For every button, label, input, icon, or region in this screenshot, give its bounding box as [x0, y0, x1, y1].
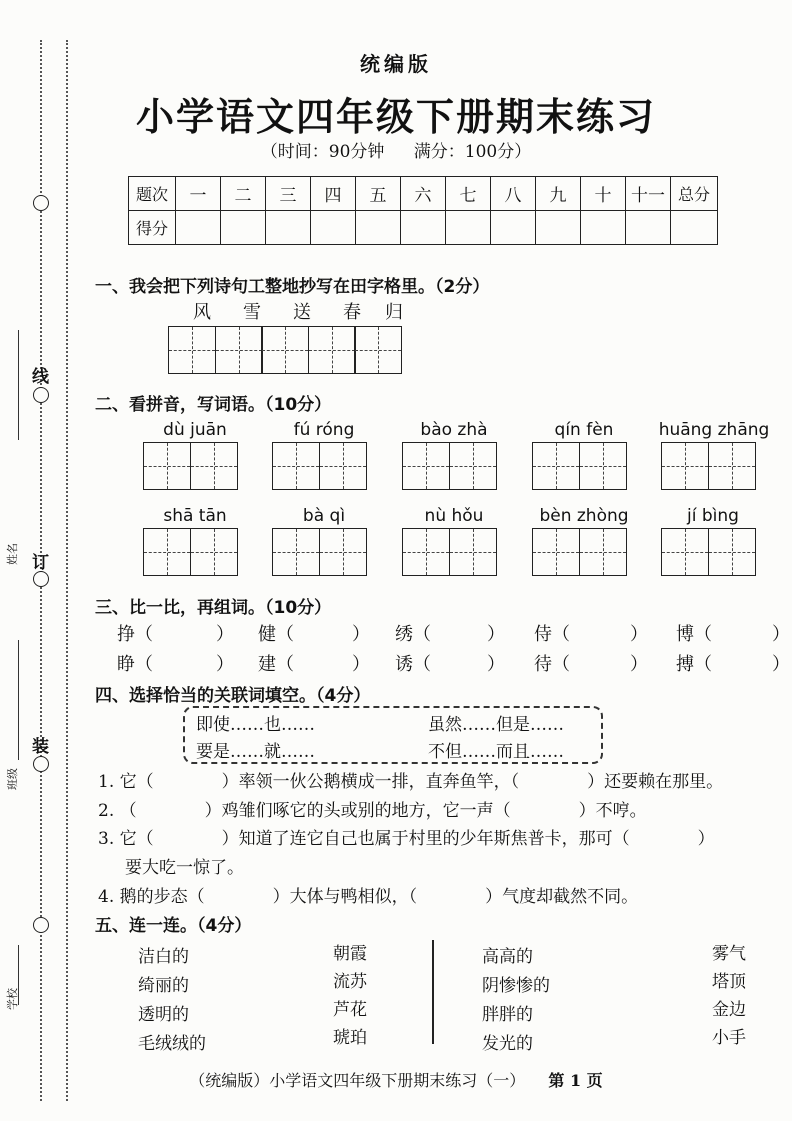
poem-char: 雪 [243, 302, 261, 323]
side-char-zhuang: 装 [32, 737, 49, 757]
pinyin-label: nù hǒu [424, 506, 484, 526]
compare-char[interactable]: ） [352, 624, 370, 645]
compare-char: 健（ [258, 624, 294, 645]
match-right-item[interactable]: 塔顶 [712, 972, 746, 992]
compare-char[interactable]: ） [487, 624, 505, 645]
tianzige-cell[interactable] [308, 326, 356, 374]
compare-char[interactable]: ） [772, 624, 790, 645]
col-header: 八 [491, 177, 536, 211]
tianzige-cell[interactable] [272, 528, 320, 576]
binding-hole [33, 195, 49, 211]
word-tianzige [272, 528, 367, 576]
col-header: 五 [356, 177, 401, 211]
score-cell[interactable] [626, 211, 671, 245]
section1-title: 一、我会把下列诗句工整地抄写在田字格里。（2分） [95, 277, 490, 297]
compare-char: 博（ [676, 624, 712, 645]
tianzige-cell[interactable] [319, 528, 367, 576]
compare-char[interactable]: ） [630, 654, 648, 675]
question-1[interactable]: 1. 它（ ）率领一伙公鹅横成一排，直奔鱼竿，（ ）还要赖在那里。 [98, 772, 724, 792]
col-header: 六 [401, 177, 446, 211]
conjunction-option: 虽然……但是…… [428, 715, 564, 735]
score-cell[interactable] [446, 211, 491, 245]
pinyin-label: bà qì [302, 506, 346, 526]
score-cell[interactable] [581, 211, 626, 245]
question-3[interactable]: 3. 它（ ）知道了连它自己也属于村里的少年斯焦普卡，那可（ ） [98, 829, 715, 849]
school-field-label: 学校 [6, 988, 19, 1010]
pinyin-label: shā tān [163, 506, 227, 526]
col-header: 十一 [626, 177, 671, 211]
row-label-question: 题次 [129, 177, 176, 211]
page-footer [0, 1068, 792, 1091]
word-tianzige [532, 442, 627, 490]
match-left-item[interactable]: 阴惨惨的 [482, 976, 550, 996]
binding-line [18, 640, 19, 760]
tianzige-cell[interactable] [190, 528, 238, 576]
col-header: 七 [446, 177, 491, 211]
match-left-item[interactable]: 发光的 [482, 1034, 533, 1054]
score-cell[interactable] [311, 211, 356, 245]
tianzige-cell[interactable] [449, 528, 497, 576]
binding-line [18, 330, 19, 440]
score-table [128, 176, 718, 245]
tianzige-cell[interactable] [579, 528, 627, 576]
match-right-item[interactable]: 雾气 [712, 944, 746, 964]
pinyin-label: dù juān [163, 420, 227, 440]
tianzige-cell[interactable] [449, 442, 497, 490]
match-left-item[interactable]: 高高的 [482, 947, 533, 967]
tianzige-cell[interactable] [708, 528, 756, 576]
question-3-cont: 要大吃一惊了。 [125, 858, 244, 878]
word-tianzige [402, 442, 497, 490]
score-cell[interactable] [221, 211, 266, 245]
binding-hole [33, 571, 49, 587]
match-left-item[interactable]: 洁白的 [138, 947, 189, 967]
score-cell[interactable] [176, 211, 221, 245]
match-divider [432, 940, 434, 1044]
tianzige-cell[interactable] [215, 326, 263, 374]
score-cell-total[interactable] [671, 211, 718, 245]
side-char-ding: 订 [32, 553, 49, 573]
score-cell[interactable] [536, 211, 581, 245]
tianzige-cell[interactable] [661, 442, 709, 490]
compare-char[interactable]: ） [352, 654, 370, 675]
edition-label: 统编版 [360, 52, 432, 76]
binding-hole [33, 917, 49, 933]
tianzige-cell[interactable] [319, 442, 367, 490]
word-tianzige [661, 442, 756, 490]
section4-title: 四、选择恰当的关联词填空。（4分） [95, 686, 371, 706]
compare-char[interactable]: ） [772, 654, 790, 675]
conjunction-option: 要是……就…… [196, 742, 315, 762]
section2-title: 二、看拼音，写词语。（10分） [95, 395, 332, 415]
match-right-item[interactable]: 琥珀 [333, 1028, 367, 1048]
compare-char[interactable]: ） [216, 654, 234, 675]
pinyin-label: bào zhà [420, 420, 488, 440]
tianzige-cell[interactable] [143, 442, 191, 490]
tianzige-cell[interactable] [190, 442, 238, 490]
match-left-item[interactable]: 毛绒绒的 [138, 1034, 206, 1054]
side-char-xian: 线 [32, 367, 49, 387]
binding-hole [33, 387, 49, 403]
col-header: 三 [266, 177, 311, 211]
tianzige-cell[interactable] [143, 528, 191, 576]
word-tianzige [143, 442, 238, 490]
class-field-label: 班级 [6, 768, 19, 790]
col-header: 一 [176, 177, 221, 211]
compare-char[interactable]: ） [630, 624, 648, 645]
tianzige-cell[interactable] [354, 326, 402, 374]
match-left-item[interactable]: 透明的 [138, 1005, 189, 1025]
tianzige-cell[interactable] [272, 442, 320, 490]
poem-char: 风 [193, 302, 211, 323]
score-table-score-row [129, 211, 718, 245]
compare-char[interactable]: ） [216, 624, 234, 645]
score-cell[interactable] [266, 211, 311, 245]
footer-text: （统编版）小学语文四年级下册期末练习（一） [189, 1071, 526, 1090]
conjunction-option: 即使……也…… [196, 715, 315, 735]
match-left-item[interactable]: 绮丽的 [138, 976, 189, 996]
binding-hole [33, 756, 49, 772]
section5-title: 五、连一连。（4分） [95, 916, 252, 936]
time-limit: （时间：90分钟 [260, 142, 385, 162]
word-tianzige [532, 528, 627, 576]
pinyin-label: qín fèn [554, 420, 614, 440]
pinyin-label: jí bìng [687, 506, 739, 526]
exam-info [0, 137, 792, 162]
tianzige-cell[interactable] [532, 442, 580, 490]
match-left-item[interactable]: 胖胖的 [482, 1005, 533, 1025]
score-cell[interactable] [491, 211, 536, 245]
tianzige-cell[interactable] [579, 442, 627, 490]
tianzige-cell[interactable] [168, 326, 216, 374]
binding-dotted-line-outer [66, 40, 68, 1101]
match-right-item[interactable]: 小手 [712, 1028, 746, 1048]
tianzige-cell[interactable] [661, 528, 709, 576]
col-header: 十 [581, 177, 626, 211]
compare-char: 侍（ [534, 624, 570, 645]
conjunction-option: 不但……而且…… [428, 742, 564, 762]
word-tianzige [143, 528, 238, 576]
poem-char: 送 [293, 302, 311, 323]
question-2[interactable]: 2. （ ）鸡雏们啄它的头或别的地方，它一声（ ）不哼。 [98, 801, 647, 821]
tianzige-cell[interactable] [708, 442, 756, 490]
page-title: 小学语文四年级下册期末练习 [135, 94, 656, 139]
name-field-label: 姓名 [6, 543, 19, 565]
col-header-total: 总分 [671, 177, 718, 211]
match-right-item[interactable]: 芦花 [333, 1000, 367, 1020]
word-tianzige [661, 528, 756, 576]
col-header: 四 [311, 177, 356, 211]
full-score: 满分：100分） [413, 142, 532, 162]
score-table-header-row [129, 177, 718, 211]
score-cell[interactable] [356, 211, 401, 245]
tianzige-cell[interactable] [261, 326, 309, 374]
row-label-score: 得分 [129, 211, 176, 245]
poem-tianzige [168, 326, 402, 374]
compare-char: 挣（ [117, 624, 153, 645]
pinyin-label: bèn zhòng [539, 506, 629, 526]
compare-char: 绣（ [395, 624, 431, 645]
tianzige-cell[interactable] [402, 442, 450, 490]
tianzige-cell[interactable] [532, 528, 580, 576]
match-right-item[interactable]: 金边 [712, 1000, 746, 1020]
compare-char: 睁（ [117, 654, 153, 675]
compare-char: 建（ [258, 654, 294, 675]
compare-char: 搏（ [676, 654, 712, 675]
pinyin-label: huāng zhāng [658, 420, 770, 440]
section3-title: 三、比一比，再组词。（10分） [95, 598, 332, 618]
compare-char[interactable]: ） [487, 654, 505, 675]
poem-char: 归 [385, 302, 403, 323]
compare-char: 待（ [534, 654, 570, 675]
compare-char: 诱（ [395, 654, 431, 675]
col-header: 九 [536, 177, 581, 211]
match-right-item[interactable]: 朝霞 [333, 944, 367, 964]
score-cell[interactable] [401, 211, 446, 245]
question-4[interactable]: 4. 鹅的步态（ ）大体与鸭相似，（ ）气度却截然不同。 [98, 887, 639, 907]
col-header: 二 [221, 177, 266, 211]
pinyin-label: fú róng [293, 420, 355, 440]
tianzige-cell[interactable] [402, 528, 450, 576]
word-tianzige [402, 528, 497, 576]
poem-char: 春 [343, 302, 361, 323]
page-number: 第 1 页 [548, 1071, 603, 1090]
word-tianzige [272, 442, 367, 490]
match-right-item[interactable]: 流苏 [333, 972, 367, 992]
